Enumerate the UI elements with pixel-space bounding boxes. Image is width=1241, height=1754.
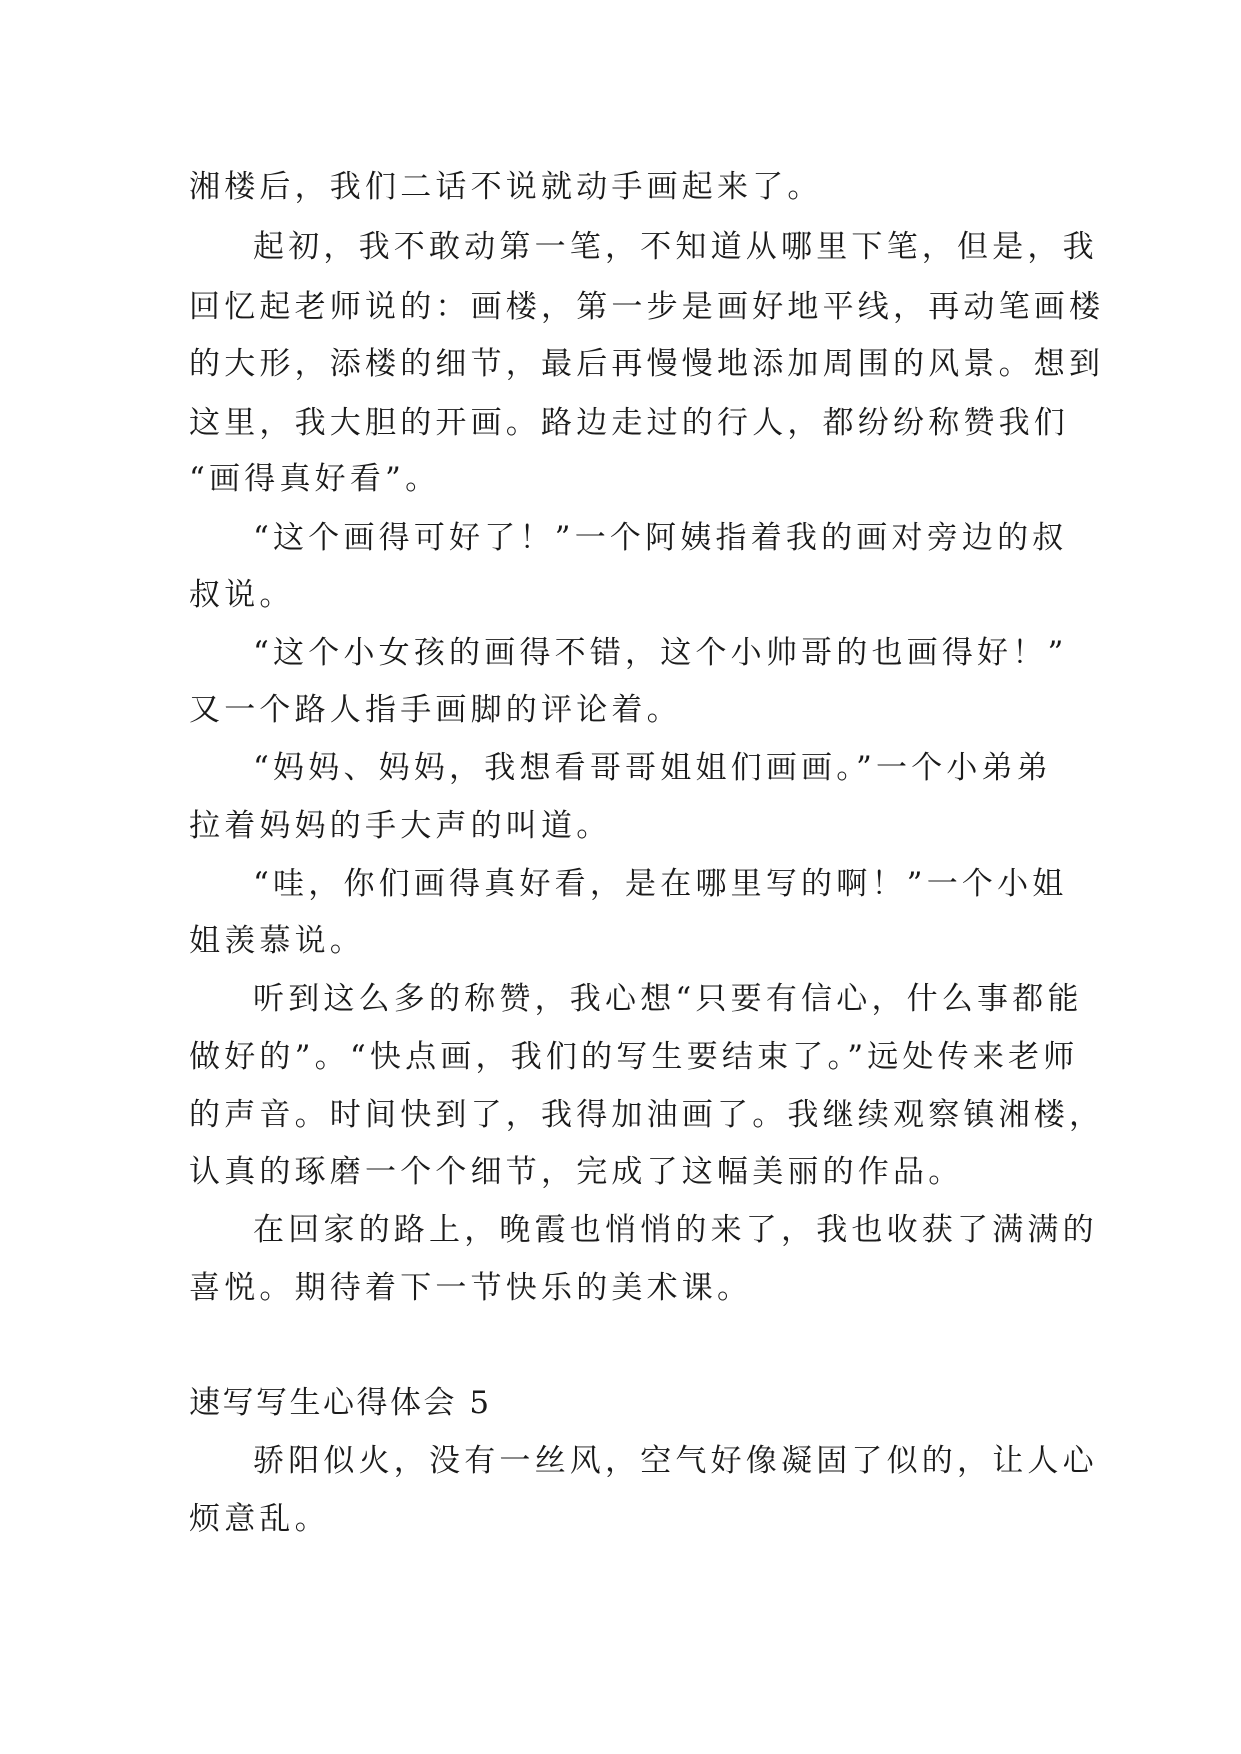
text-line: 回忆起老师说的：画楼，第一步是画好地平线，再动笔画楼 <box>189 289 1105 325</box>
paragraph-first-line: 骄阳似火，没有一丝风，空气好像凝固了似的，让人心 <box>253 1443 1098 1479</box>
text-line: 这里，我大胆的开画。路边走过的行人，都纷纷称赞我们 <box>189 405 1069 441</box>
text-line: 姐羡慕说。 <box>189 923 365 959</box>
text-line: 又一个路人指手画脚的评论着。 <box>189 692 682 728</box>
section-heading: 速写写生心得体会 5 <box>189 1385 492 1421</box>
paragraph-first-line: 起初，我不敢动第一笔，不知道从哪里下笔，但是，我 <box>253 229 1098 265</box>
text-line: 湘楼后，我们二话不说就动手画起来了。 <box>189 169 823 205</box>
paragraph-first-line: “这个小女孩的画得不错，这个小帅哥的也画得好！” <box>253 635 1068 671</box>
paragraph-first-line: “哇，你们画得真好看，是在哪里写的啊！”一个小姐 <box>253 866 1068 902</box>
text-line: 叔说。 <box>189 577 295 613</box>
text-line: 做好的”。“快点画，我们的写生要结束了。”远处传来老师 <box>189 1039 1079 1075</box>
paragraph-first-line: “妈妈、妈妈，我想看哥哥姐姐们画画。”一个小弟弟 <box>253 750 1052 786</box>
text-line: 的声音。时间快到了，我得加油画了。我继续观察镇湘楼， <box>189 1097 1105 1133</box>
text-line: “画得真好看”。 <box>189 461 441 497</box>
text-line: 烦意乱。 <box>189 1501 330 1537</box>
text-line: 喜悦。期待着下一节快乐的美术课。 <box>189 1270 753 1306</box>
text-line: 认真的琢磨一个个细节，完成了这幅美丽的作品。 <box>189 1154 964 1190</box>
text-line: 拉着妈妈的手大声的叫道。 <box>189 808 612 844</box>
paragraph-first-line: 听到这么多的称赞，我心想“只要有信心，什么事都能 <box>253 981 1083 1017</box>
paragraph-first-line: “这个画得可好了！”一个阿姨指着我的画对旁边的叔 <box>253 520 1068 556</box>
text-line: 的大形，添楼的细节，最后再慢慢地添加周围的风景。想到 <box>189 346 1105 382</box>
paragraph-first-line: 在回家的路上，晚霞也悄悄的来了，我也收获了满满的 <box>253 1212 1098 1248</box>
